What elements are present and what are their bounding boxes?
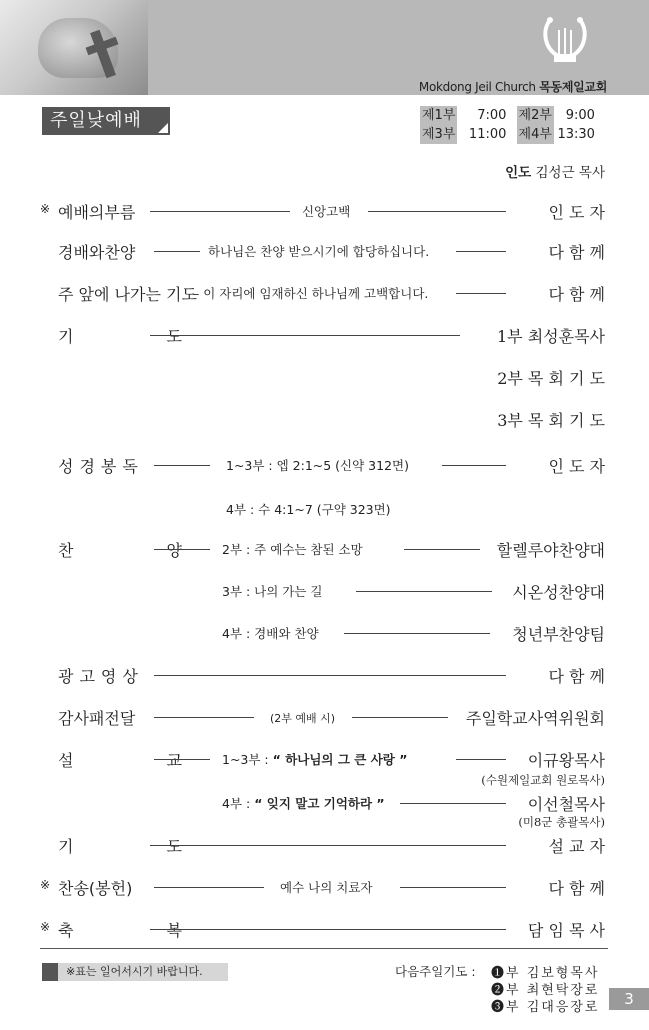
- lyre-logo-icon: [540, 16, 590, 68]
- service-times: 제1부 7:00 제2부 9:00 제3부 11:00 제4부 13:30: [422, 108, 595, 142]
- next-week-label: 다음주일기도 :: [395, 964, 476, 979]
- sermon-2-affiliation: (미8군 총괄목사): [518, 815, 605, 829]
- order-praise: 경배와찬양 하나님은 찬양 받으시기에 합당하십니다. 다 함 께: [58, 243, 605, 262]
- scripture-reading-4: 4부 : 수 4:1~7 (구약 323면): [226, 502, 391, 517]
- order-prayer: 기 도 1부 최성훈목사: [58, 327, 605, 346]
- order-plaque: 감사패전달 (2부 예배 시) 주일학교사역위원회: [58, 709, 605, 728]
- order-call-to-worship: ※ 예배의부름 신앙고백 인 도 자: [40, 202, 605, 222]
- prayer-part-2: 2부 목 회 기 도: [497, 369, 605, 388]
- order-choir-3: 4부 : 경배와 찬양 청년부찬양팀: [222, 625, 605, 644]
- leader-line: 인도 김성근 목사: [505, 165, 605, 181]
- standing-note: ※표는 일어서시기 바랍니다.: [42, 963, 228, 981]
- order-scripture-reading: 성경봉독 1~3부 : 엡 2:1~5 (신약 312면) 인 도 자: [58, 457, 605, 476]
- order-hymn-offering: ※ 찬송(봉헌) 예수 나의 치료자 다 함 께: [40, 878, 605, 898]
- next-week-p3: ❸부 김대응장로: [491, 1000, 600, 1015]
- next-week-p1: ❶부 김보형목사: [491, 966, 600, 981]
- order-sermon-1: 설 교 1~3부 : “ 하나님의 그 큰 사랑 ” 이규왕목사: [58, 751, 605, 770]
- order-sermon-2: 4부 : “ 잊지 말고 기억하라 ” 이선철목사: [222, 795, 605, 814]
- next-week-p2: ❷부 최현탁장로: [491, 983, 600, 998]
- page-number: 3: [609, 988, 649, 1010]
- footer-divider: [40, 948, 608, 949]
- sermon-1-affiliation: (수원제일교회 원로목사): [481, 773, 605, 787]
- prayer-part-3: 3부 목 회 기 도: [497, 411, 605, 430]
- order-choir-2: 3부 : 나의 가는 길 시온성찬양대: [222, 583, 605, 602]
- order-confession-prayer: 주 앞에 나가는 기도 – 이 자리에 임재하신 하나님께 고백합니다. 다 함 께: [58, 285, 605, 304]
- order-announcements: 광고영상 다 함 께: [58, 667, 605, 686]
- section-title: 주일낮예배: [42, 107, 170, 135]
- order-benediction: ※ 축 복 담 임 목 사: [40, 920, 605, 940]
- header-banner: [0, 0, 649, 95]
- order-closing-prayer: 기 도 설 교 자: [58, 837, 605, 856]
- praying-hands-photo: [0, 0, 148, 95]
- order-choir-1: 찬 양 2부 : 주 예수는 참된 소망 할렐루야찬양대: [58, 541, 605, 560]
- church-name: Mokdong Jeil Church 목동제일교회: [418, 80, 607, 94]
